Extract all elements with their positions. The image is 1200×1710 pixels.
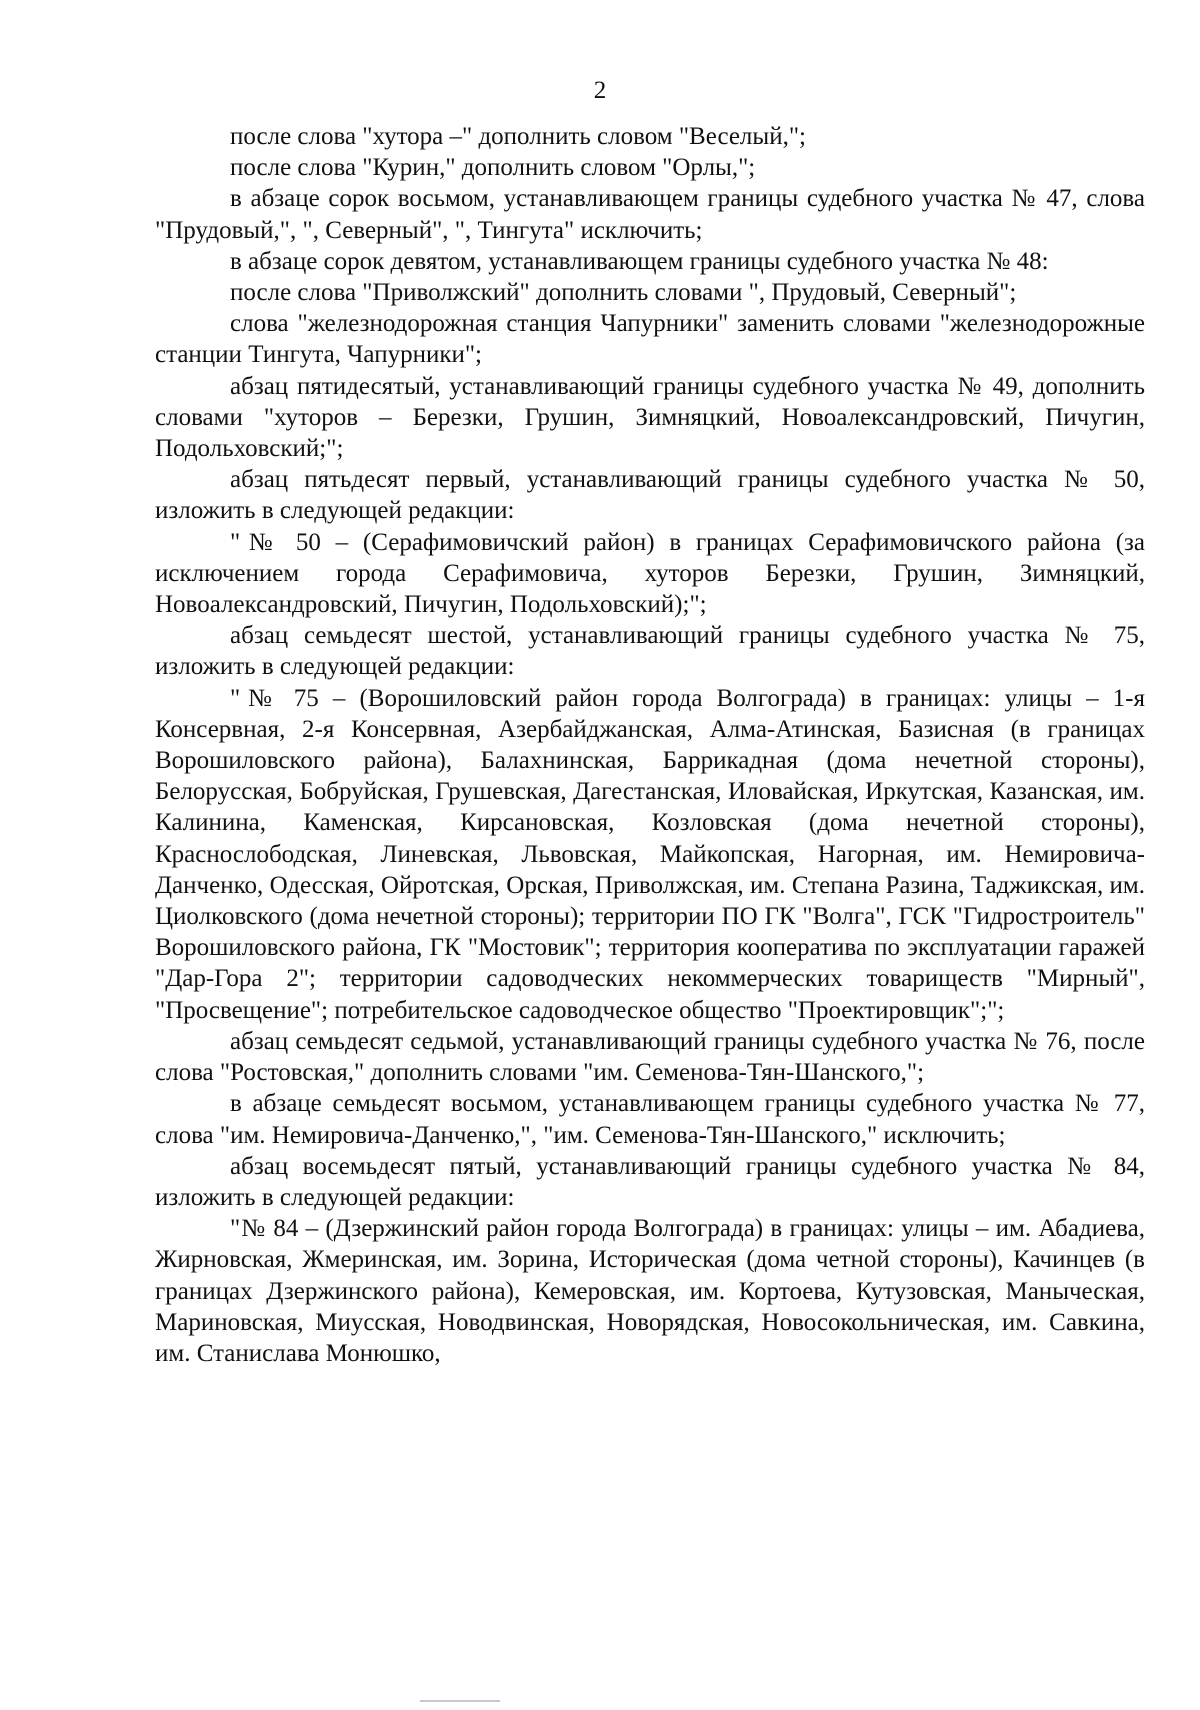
paragraph: в абзаце семьдесят восьмом, устанавливающем границы судебного участка № 77, слова "им. Немировича-Данченко,", "им. Семенова-Тян-Шанского," исключить; (155, 1090, 1145, 1149)
paragraph: абзац пятьдесят первый, устанавливающий границы судебного участка № 50, изложить в следующей редакции: (155, 466, 1145, 525)
paragraph: в абзаце сорок восьмом, устанавливающем границы судебного участка № 47, слова "Прудовый,", ", Северный", ", Тингута" исключить; (155, 185, 1145, 244)
paragraph: "№ 50 – (Серафимовичский район) в границах Серафимовичского района (за исключением города Серафимовича, хуторов Березки, Грушин, Зимняцкий, Новоалександровский, Пичугин, Подольховский);"; (155, 528, 1145, 619)
paragraph: после слова "Приволжский" дополнить словами ", Прудовый, Северный"; (230, 279, 1017, 307)
paragraph: после слова "хутора –" дополнить словом "Веселый,"; (230, 123, 806, 150)
paragraph: "№ 75 – (Ворошиловский район города Волгограда) в границах: улицы – 1-я Консервная, 2-я Консервная, Азербайджанская, Алма-Атинская, Базисная (в границах Ворошиловского района), Балахнинская, Баррикадная (дома нечетной стороны), Белорусская, Бобруйская, Грушевская, Дагестанская, Иловайская, Иркутская, Казанская, им. Калинина, Каменская, Кирсановская, Козловская (дома нечетной стороны), Краснослободская, Линевская, Львовская, Майкопская, Нагорная, им. Немировича-Данченко, Одесская, Ойротская, Орская, Приволжская, им. Степана Разина, Таджикская, им. Циолковского (дома нечетной стороны); территории ПО ГК "Волга", ГСК "Гидростроитель" Ворошиловского района, ГК "Мостовик"; территория кооператива по эксплуатации гаражей "Дар-Гора 2"; территории садоводческих некоммерческих товариществ "Мирный", "Просвещение"; потребительское садоводческое общество "Проектировщик";"; (155, 684, 1145, 1024)
paragraph: абзац пятидесятый, устанавливающий границы судебного участка № 49, дополнить словами "хуторов – Березки, Грушин, Зимняцкий, Новоалександровский, Пичугин, Подольховский;"; (155, 372, 1145, 463)
paragraph: абзац семьдесят седьмой, устанавливающий границы судебного участка № 76, после слова "Ростовская," дополнить словами "им. Семенова-Тян-Шанского,"; (155, 1027, 1145, 1087)
paragraph: абзац восемьдесят пятый, устанавливающий границы судебного участка № 84, изложить в следующей редакции: (155, 1152, 1145, 1211)
scan-artifact (420, 1700, 500, 1702)
paragraph: после слова "Курин," дополнить словом "Орлы,"; (230, 154, 756, 182)
document-body (155, 121, 1145, 1369)
page-number: 2 (593, 77, 607, 104)
paragraph: в абзаце сорок девятом, устанавливающем границы судебного участка № 48: (230, 247, 1049, 275)
paragraph: абзац семьдесят шестой, устанавливающий границы судебного участка № 75, изложить в следующей редакции: (155, 622, 1145, 681)
paragraph: "№ 84 – (Дзержинский район города Волгограда) в границах: улицы – им. Абадиева, Жирновская, Жмеринская, им. Зорина, Историческая (дома четной стороны), Качинцев (в границах Дзержинского района), Кемеровская, им. Кортоева, Кутузовская, Маныческая, Мариновская, Миусская, Новодвинская, Новорядская, Новосокольническая, им. Савкина, им. Станислава Монюшко, (155, 1215, 1145, 1367)
paragraph: слова "железнодорожная станция Чапурники" заменить словами "железнодорожные станции Тингута, Чапурники"; (155, 310, 1145, 369)
